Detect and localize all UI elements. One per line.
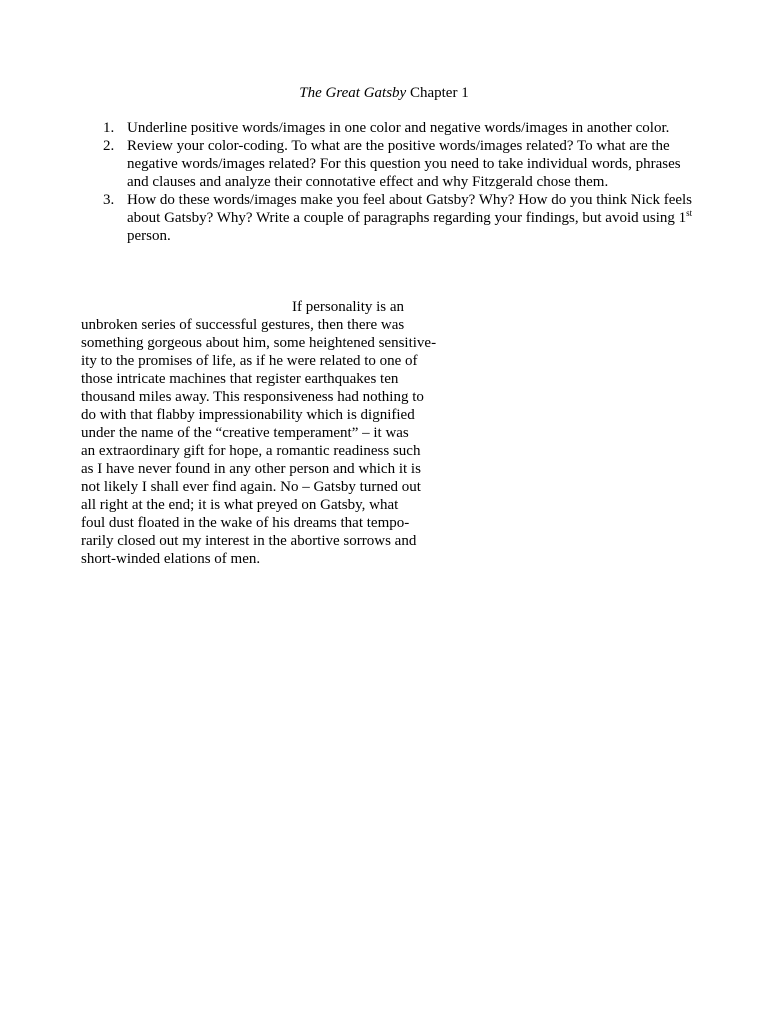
passage-line: not likely I shall ever find again. No – Gatsby turned out	[81, 479, 421, 495]
passage-line: something gorgeous about him, some heightened sensitive-	[81, 335, 437, 351]
list-number: 3.	[103, 192, 115, 208]
list-item-text-end: person.	[127, 228, 171, 244]
quoted-passage	[81, 298, 451, 568]
passage-line: do with that flabby impressionability which is dignified	[81, 407, 415, 423]
passage-line: rarily closed out my interest in the abortive sorrows and	[81, 533, 417, 549]
passage-line: foul dust floated in the wake of his dreams that tempo-	[81, 515, 410, 531]
passage-line: under the name of the “creative temperament” – it was	[81, 425, 409, 441]
list-item-text: How do these words/images make you feel about Gatsby? Why? How do you think Nick feels about Gatsby? Why? Write a couple of paragraphs regarding your findings, but avoid using 1	[127, 192, 693, 226]
list-number: 1.	[103, 120, 115, 136]
list-item	[103, 137, 702, 191]
list-item-text: Review your color-coding. To what are the positive words/images related? To what are the negative words/images related? For this question you need to take individual words, phrases and clauses and analyze their connotative effect and why Fitzgerald chose them.	[127, 138, 681, 190]
list-number: 2.	[103, 138, 115, 154]
list-item	[103, 191, 702, 245]
ordinal-superscript: st	[686, 208, 693, 218]
passage-line: all right at the end; it is what preyed on Gatsby, what	[81, 497, 399, 513]
passage-line: If personality is an	[292, 299, 405, 315]
passage-line: an extraordinary gift for hope, a romantic readiness such	[81, 443, 421, 459]
page-title	[0, 84, 768, 102]
passage-line: those intricate machines that register earthquakes ten	[81, 371, 399, 387]
passage-line: unbroken series of successful gestures, then there was	[81, 317, 405, 333]
passage-line: short-winded elations of men.	[81, 551, 261, 567]
passage-line: as I have never found in any other person and which it is	[81, 461, 421, 477]
list-item-text: Underline positive words/images in one color and negative words/images in another color.	[127, 120, 670, 136]
instruction-list	[103, 119, 702, 245]
passage-line: ity to the promises of life, as if he were related to one of	[81, 353, 418, 369]
list-item	[103, 119, 702, 137]
title-rest: Chapter 1	[406, 85, 469, 101]
title-italic: The Great Gatsby	[299, 85, 407, 101]
passage-line: thousand miles away. This responsiveness had nothing to	[81, 389, 424, 405]
